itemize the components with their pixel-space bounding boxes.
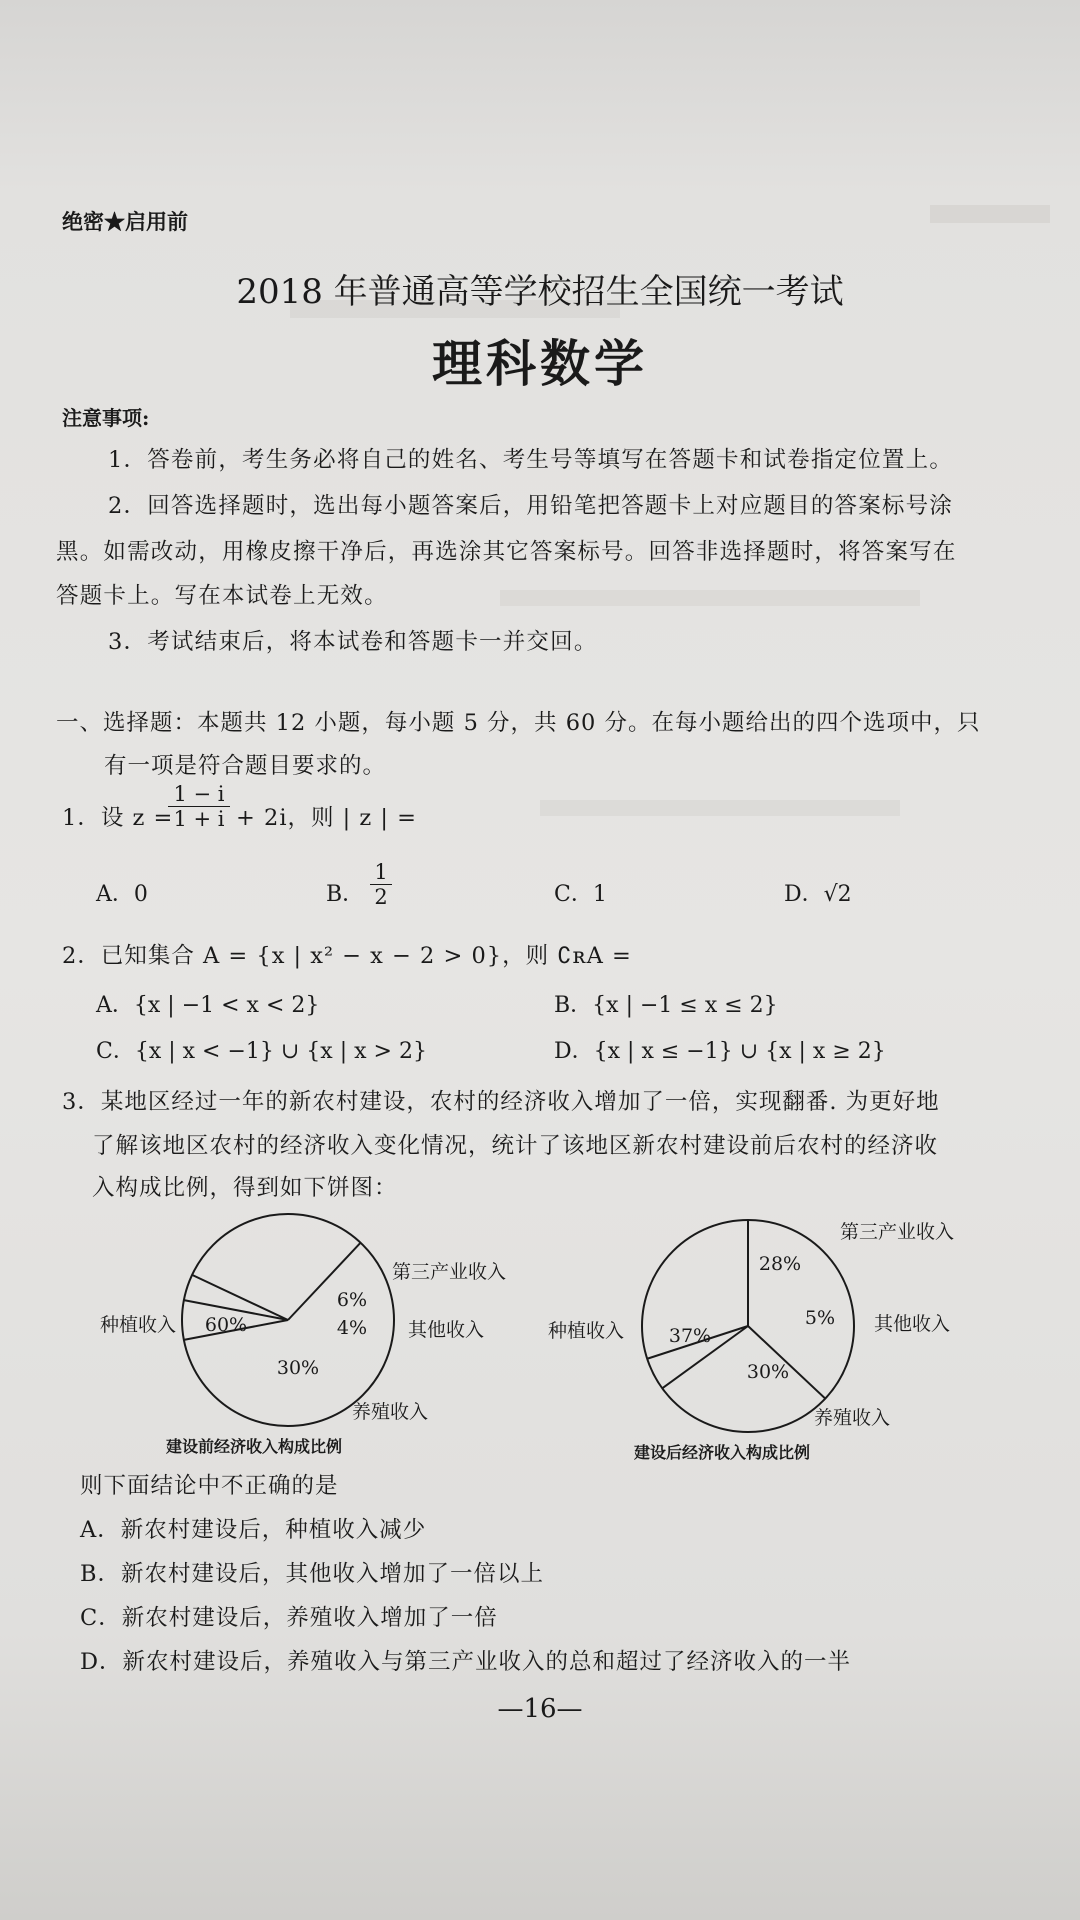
pie-1-category-label: 第三产业收入	[392, 1261, 507, 1283]
notice-item-2-cont2: 答题卡上。写在本试卷上无效。	[56, 583, 388, 609]
q1-fraction-num: 1 − i	[168, 782, 230, 807]
page-number: —16—	[497, 1694, 583, 1724]
pie-2-caption: 建设后经济收入构成比例	[634, 1443, 811, 1462]
q2-option-b: B．{x | −1 ≤ x ≤ 2}	[554, 993, 778, 1018]
q1-fraction	[168, 782, 230, 831]
pie-2-category-label: 养殖收入	[814, 1407, 891, 1429]
pie-1-value-label: 30%	[276, 1357, 320, 1379]
q3-option-b: B．新农村建设后，其他收入增加了一倍以上	[80, 1561, 545, 1587]
notice-item-2-cont: 黑。如需改动，用橡皮擦干净后，再选涂其它答案标号。回答非选择题时，将答案写在	[56, 539, 957, 565]
q3-question: 则下面结论中不正确的是	[80, 1473, 339, 1499]
section-heading: 一、选择题：本题共 12 小题，每小题 5 分，共 60 分。在每小题给出的四个选项中，只	[56, 710, 981, 736]
q1-option-b-num: 1	[370, 860, 392, 885]
notice-item-3: 3．考试结束后，将本试卷和答题卡一并交回。	[108, 629, 598, 655]
pie-1-category-label: 养殖收入	[352, 1401, 429, 1423]
q1-suffix: + 2i，则 | z | =	[236, 805, 417, 831]
pie-1-category-label: 其他收入	[408, 1319, 485, 1341]
bleed-through-mark	[930, 205, 1050, 223]
notice-item-2: 2．回答选择题时，选出每小题答案后，用铅笔把答题卡上对应题目的答案标号涂	[108, 493, 954, 519]
q2-option-c: C．{x | x < −1} ∪ {x | x > 2}	[96, 1039, 427, 1064]
q1-option-b-den: 2	[374, 885, 388, 909]
q1-option-d: D．√2	[784, 882, 852, 907]
pie-2-category-label: 其他收入	[874, 1313, 951, 1335]
pie-1-value-label: 6%	[336, 1289, 368, 1311]
q2-stem: 2．已知集合 A = {x | x² − x − 2 > 0}，则 ∁ʀA =	[62, 943, 632, 969]
q2-option-d: D．{x | x ≤ −1} ∪ {x | x ≥ 2}	[554, 1039, 886, 1064]
pie-1-value-label: 4%	[336, 1317, 368, 1339]
exam-title: 2018 年普通高等学校招生全国统一考试	[236, 272, 844, 312]
q3-stem-line-1: 3．某地区经过一年的新农村建设，农村的经济收入增加了一倍，实现翻番. 为更好地	[62, 1089, 940, 1115]
pie-1-caption: 建设前经济收入构成比例	[166, 1437, 343, 1456]
q2-option-a: A．{x | −1 < x < 2}	[96, 993, 320, 1018]
section-heading-cont: 有一项是符合题目要求的。	[104, 753, 387, 779]
pie-2-category-label: 种植收入	[548, 1320, 625, 1342]
q1-option-a: A．0	[96, 882, 148, 907]
pie-2-value-label: 28%	[758, 1253, 802, 1275]
pie-2-category-label: 第三产业收入	[840, 1221, 955, 1243]
notice-heading: 注意事项:	[62, 406, 150, 430]
pie-2-value-label: 5%	[804, 1307, 836, 1329]
confidential-label: 绝密★启用前	[62, 209, 188, 234]
q3-stem-line-2: 了解该地区农村的经济收入变化情况，统计了该地区新农村建设前后农村的经济收	[92, 1133, 939, 1159]
q3-option-c: C．新农村建设后，养殖收入增加了一倍	[80, 1605, 498, 1631]
pie-1-value-label: 60%	[204, 1314, 248, 1336]
q1-option-c: C．1	[554, 882, 607, 907]
pie-1-category-label: 种植收入	[100, 1314, 177, 1336]
pie-2-value-label: 30%	[746, 1361, 790, 1383]
q3-option-a: A．新农村建设后，种植收入减少	[80, 1517, 427, 1543]
bleed-through-mark	[540, 800, 900, 816]
bleed-through-mark	[500, 590, 920, 606]
pie-2-value-label: 37%	[668, 1325, 712, 1347]
q1-fraction-den: 1 + i	[173, 807, 225, 831]
q1-prefix: 1．设 z =	[62, 805, 174, 831]
notice-item-1: 1．答卷前，考生务必将自己的姓名、考生号等填写在答题卡和试卷指定位置上。	[108, 447, 954, 473]
pie-charts	[0, 1190, 1080, 1490]
subject-title: 理科数学	[432, 335, 648, 393]
q1-option-b: B．	[326, 882, 365, 907]
q3-stem-line-3: 入构成比例，得到如下饼图：	[92, 1175, 398, 1201]
q1-option-b-fraction	[370, 860, 392, 909]
q3-option-d: D．新农村建设后，养殖收入与第三产业收入的总和超过了经济收入的一半	[80, 1649, 852, 1675]
